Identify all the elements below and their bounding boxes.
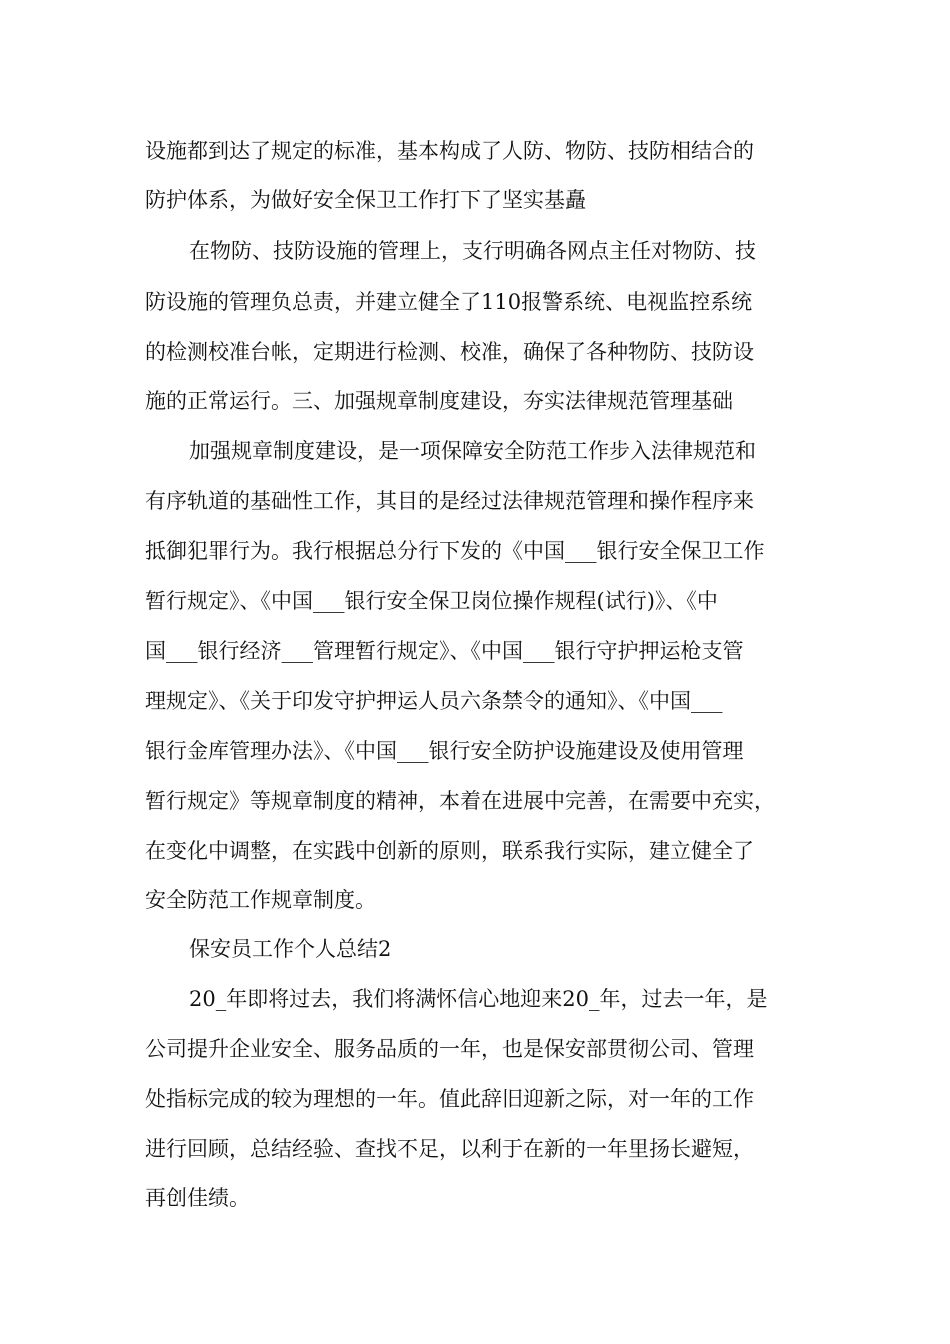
text-line: 银行金库管理办法》、《中国___银行安全防护设施建设及使用管理	[145, 739, 744, 763]
text-line: 理规定》、《关于印发守护押运人员六条禁令的通知》、《中国___	[145, 689, 723, 713]
text-line: 处指标完成的较为理想的一年。值此辞旧迎新之际，对一年的工作	[145, 1087, 754, 1111]
text-line: 防设施的管理负总责，并建立健全了110报警系统、电视监控系统	[145, 290, 753, 314]
text-line: 进行回顾，总结经验、查找不足，以利于在新的一年里扬长避短，	[145, 1137, 754, 1161]
text-line: 抵御犯罪行为。我行根据总分行下发的《中国___银行安全保卫工作	[145, 539, 765, 563]
text-line: 设施都到达了规定的标准，基本构成了人防、物防、技防相结合的	[145, 139, 754, 163]
text-line: 公司提升企业安全、服务品质的一年，也是保安部贯彻公司、管理	[145, 1037, 754, 1061]
section-heading: 保安员工作个人总结2	[189, 937, 392, 961]
text-line: 暂行规定》、《中国___银行安全保卫岗位操作规程(试行)》、《中	[145, 589, 718, 613]
text-line: 的检测校准台帐，定期进行检测、校准，确保了各种物防、技防设	[145, 340, 754, 364]
text-line: 防护体系，为做好安全保卫工作打下了坚实基矗	[145, 188, 586, 212]
text-line: 20_年即将过去，我们将满怀信心地迎来20_年，过去一年，是	[189, 987, 768, 1011]
text-line: 在变化中调整，在实践中创新的原则，联系我行实际，建立健全了	[145, 839, 754, 863]
text-line: 加强规章制度建设，是一项保障安全防范工作步入法律规范和	[189, 439, 756, 463]
text-line: 暂行规定》等规章制度的精神，本着在进展中完善，在需要中充实，	[145, 789, 775, 813]
text-line: 施的正常运行。三、加强规章制度建设，夯实法律规范管理基础	[145, 389, 733, 413]
text-line: 在物防、技防设施的管理上，支行明确各网点主任对物防、技	[189, 239, 756, 263]
text-line: 安全防范工作规章制度。	[145, 888, 376, 912]
text-line: 有序轨道的基础性工作，其目的是经过法律规范管理和操作程序来	[145, 489, 754, 513]
text-line: 再创佳绩。	[145, 1186, 250, 1210]
text-line: 国___银行经济___管理暂行规定》、《中国___银行守护押运枪支管	[145, 639, 744, 663]
